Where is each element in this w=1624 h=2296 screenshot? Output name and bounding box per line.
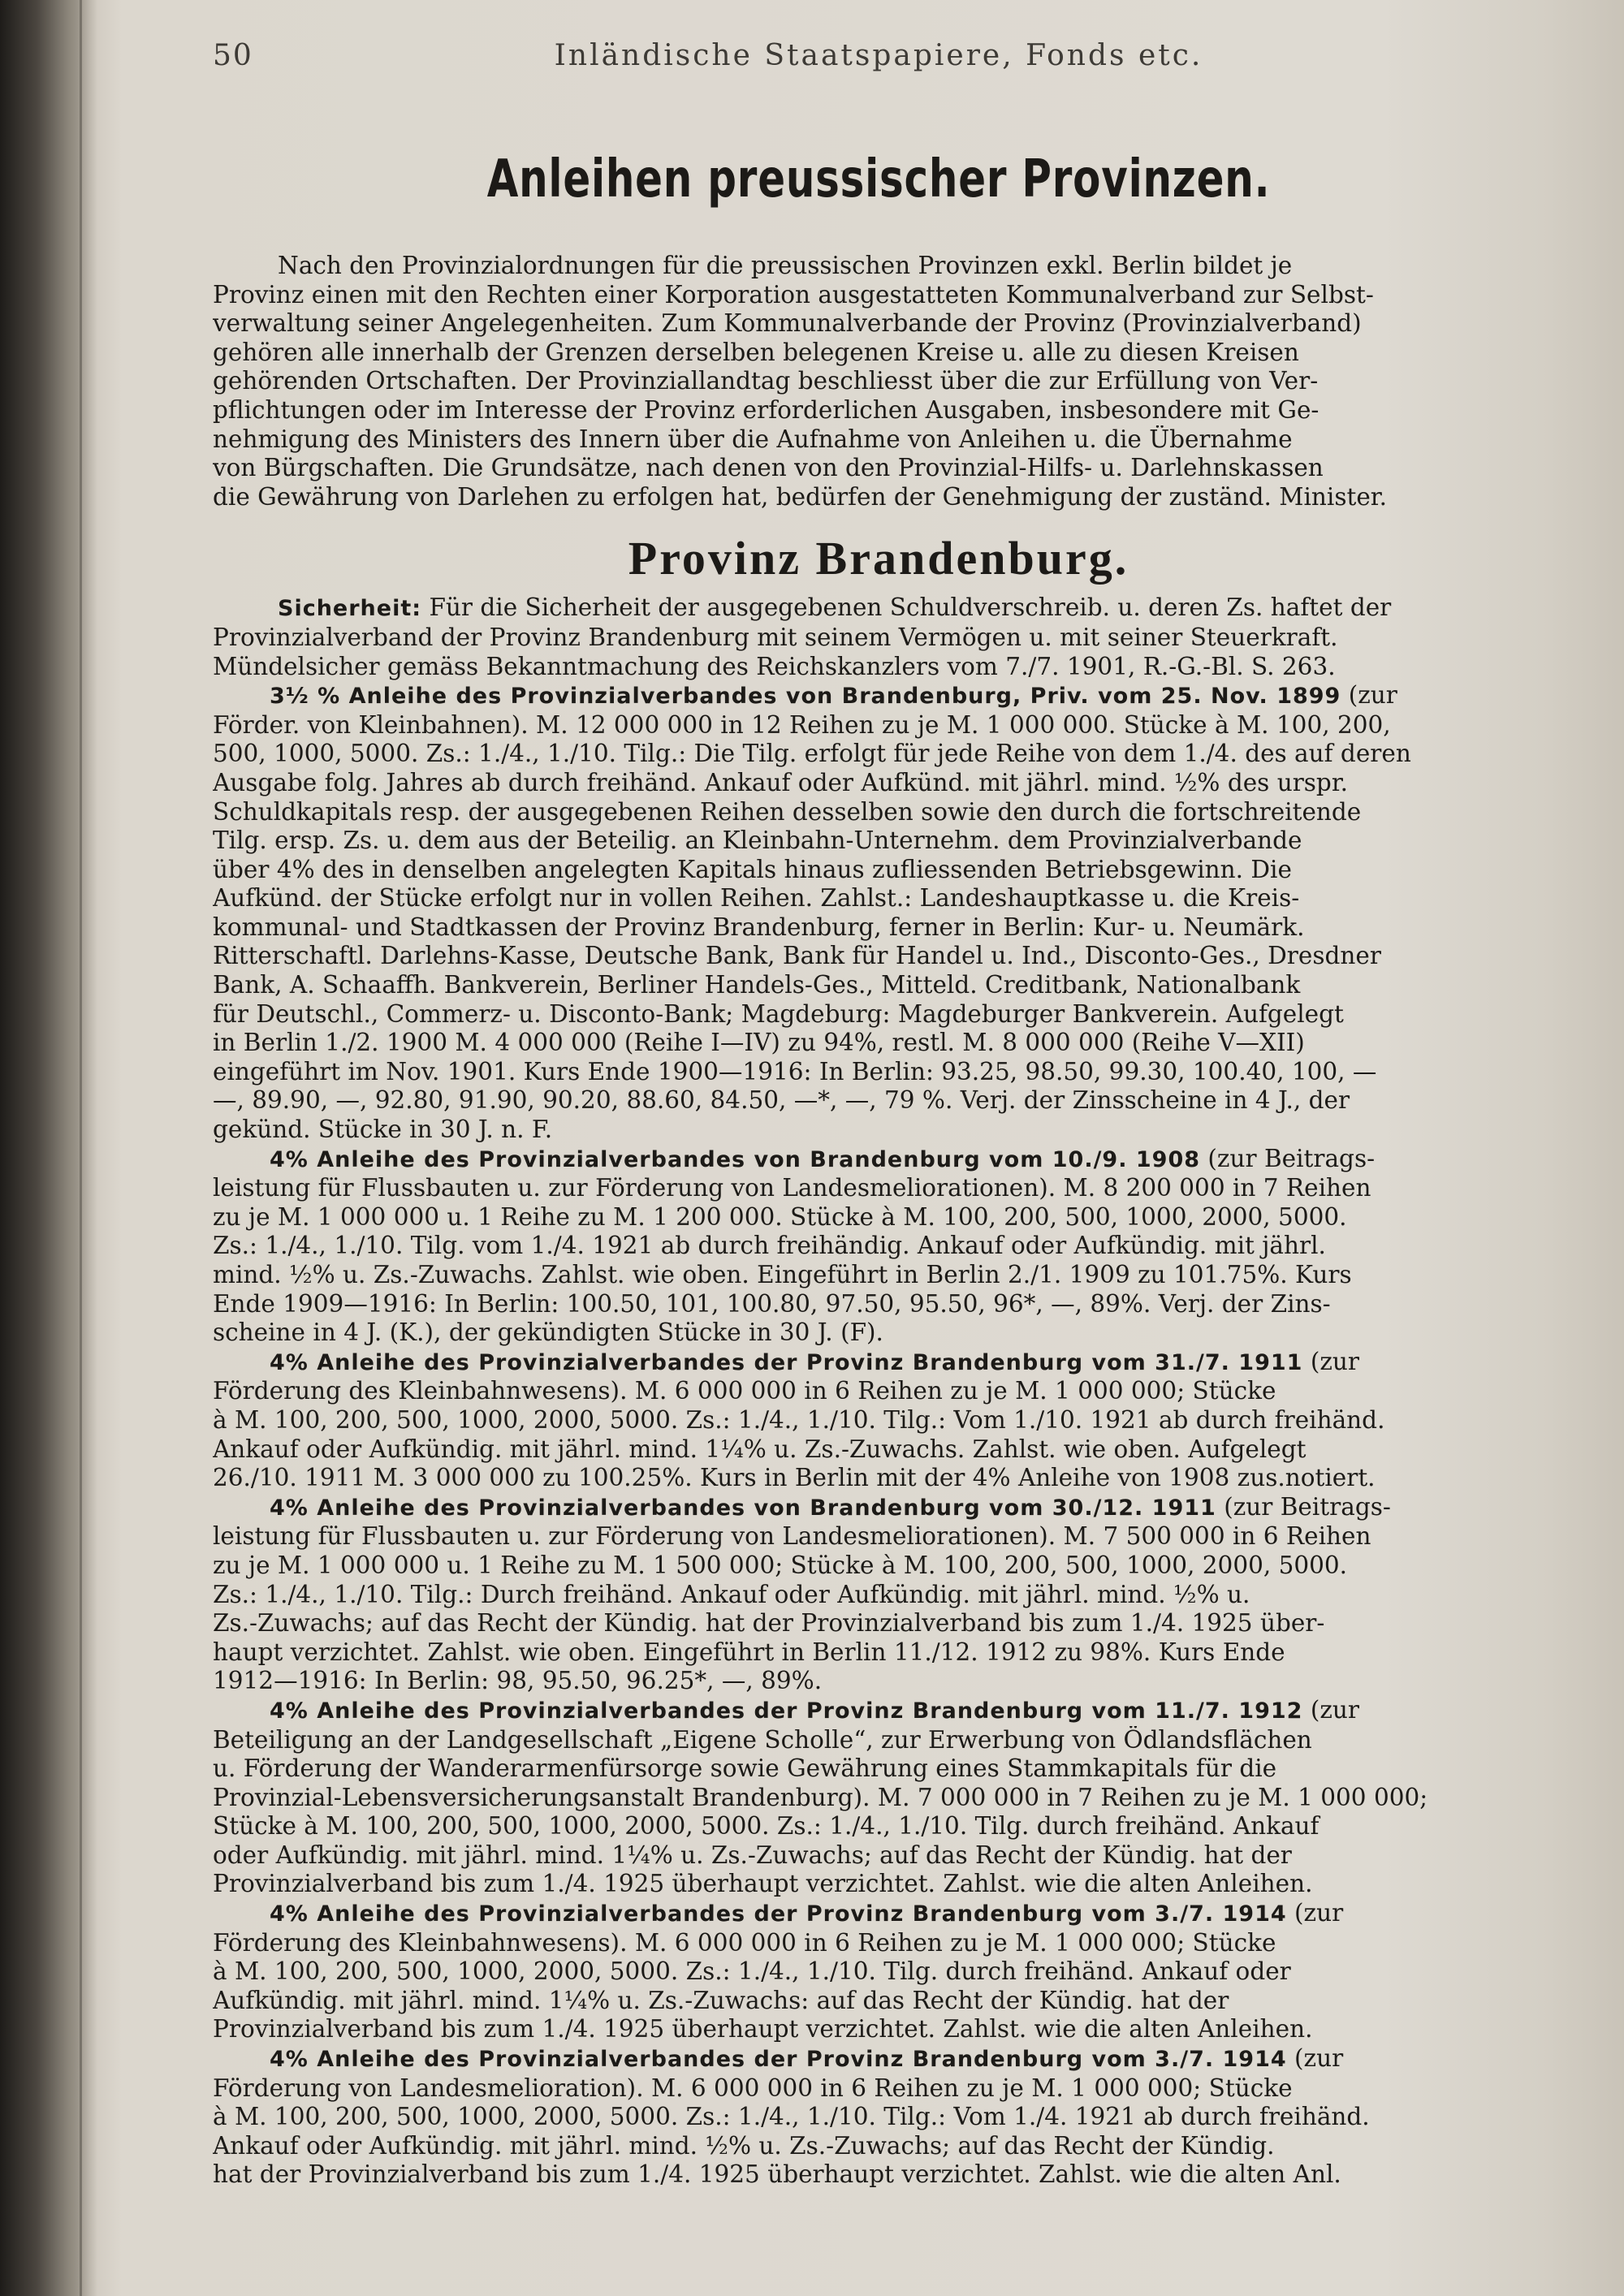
page-header (213, 39, 1544, 84)
text-line: 26./10. 1911 M. 3 000 000 zu 100.25%. Kurs in Berlin mit der 4% Anleihe von 1908 zus.notiert. (213, 1464, 1376, 1492)
text-line: Förderung von Landesmelioration). M. 6 000 000 in 6 Reihen zu je M. 1 000 000; Stücke (213, 2074, 1293, 2102)
text-line: Zs.: 1./4., 1./10. Tilg.: Durch freihänd. Ankauf oder Aufkündig. mit jährl. mind. ½% u. (213, 1580, 1250, 1608)
text-line: Bank, A. Schaaffh. Bankverein, Berliner Handels-Ges., Mitteld. Creditbank, Nationalbank (213, 971, 1301, 999)
intro-paragraph (213, 252, 1544, 511)
text-line: oder Aufkündig. mit jährl. mind. 1¼% u. Zs.-Zuwachs; auf das Recht der Kündig. hat der (213, 1841, 1292, 1869)
text-line: für Deutschl., Commerz- u. Disconto-Bank; Magdeburg: Magdeburger Bankverein. Aufgelegt (213, 999, 1344, 1028)
security-label: Sicherheit: (278, 596, 422, 622)
loan-heading-tail: (zur (1286, 2044, 1344, 2073)
security-text: Für die Sicherheit der ausgegebenen Schuldverschreib. u. deren Zs. haftet der (421, 593, 1392, 622)
text-line: Provinz einen mit den Rechten einer Korporation ausgestatteten Kommunalverband zur Selbst- (213, 280, 1374, 309)
text-line: Aufkünd. der Stücke erfolgt nur in vollen Reihen. Zahlst.: Landeshauptkasse u. die Kreis- (213, 884, 1300, 913)
loan-heading: 4% Anleihe des Provinzialverbandes der Provinz Brandenburg vom 3./7. 1914 (270, 2047, 1287, 2073)
text-line: 1912—1916: In Berlin: 98, 95.50, 96.25*, —, 89%. (213, 1667, 823, 1695)
text-line: leistung für Flussbauten u. zur Förderung von Landesmeliorationen). M. 7 500 000 in 6 Reihen (213, 1522, 1371, 1551)
loan-heading: 3½ % Anleihe des Provinzialverbandes von Brandenburg, Priv. vom 25. Nov. 1899 (270, 684, 1341, 710)
loan-entry (213, 681, 1544, 1145)
page-content (213, 39, 1544, 2190)
page-number: 50 (213, 39, 253, 72)
text-line: gekünd. Stücke in 30 J. n. F. (213, 1116, 553, 1144)
loan-heading-tail: (zur (1286, 1899, 1344, 1927)
text-line: Förder. von Kleinbahnen). M. 12 000 000 in 12 Reihen zu je M. 1 000 000. Stücke à M. 100, 200, (213, 710, 1391, 739)
loan-heading: 4% Anleihe des Provinzialverbandes von Brandenburg vom 10./9. 1908 (270, 1146, 1201, 1172)
loan-heading: 4% Anleihe des Provinzialverbandes von Brandenburg vom 30./12. 1911 (270, 1495, 1216, 1521)
text-line: u. Förderung der Wanderarmenfürsorge sowie Gewährung eines Stammkapitals für die (213, 1754, 1277, 1783)
text-line: Ausgabe folg. Jahres ab durch freihänd. Ankauf oder Aufkünd. mit jährl. mind. ½% des urspr. (213, 768, 1349, 796)
loan-heading-tail: (zur Beitrags- (1216, 1492, 1391, 1521)
text-line: —, 89.90, —, 92.80, 91.90, 90.20, 88.60, 84.50, —*, —, 79 %. Verj. der Zinsscheine in 4 J., der (213, 1086, 1350, 1115)
text-line: in Berlin 1./2. 1900 M. 4 000 000 (Reihe I—IV) zu 94%, restl. M. 8 000 000 (Reihe V—XII) (213, 1029, 1305, 1057)
text-line: Stücke à M. 100, 200, 500, 1000, 2000, 5000. Zs.: 1./4., 1./10. Tilg. durch freihänd. Ankauf (213, 1812, 1320, 1841)
text-line: Nach den Provinzialordnungen für die preussischen Provinzen exkl. Berlin bildet je (278, 252, 1293, 279)
text-line: die Gewährung von Darlehen zu erfolgen hat, bedürfen der Genehmigung der zuständ. Minister. (213, 482, 1388, 511)
text-line: von Bürgschaften. Die Grundsätze, nach denen von den Provinzial-Hilfs- u. Darlehnskassen (213, 454, 1324, 482)
loan-entry (213, 2044, 1544, 2190)
text-line: à M. 100, 200, 500, 1000, 2000, 5000. Zs.: 1./4., 1./10. Tilg.: Vom 1./4. 1921 ab durch freihänd. (213, 2103, 1370, 2131)
loan-heading: 4% Anleihe des Provinzialverbandes der Provinz Brandenburg vom 3./7. 1914 (270, 1901, 1287, 1927)
security-paragraph (213, 593, 1544, 681)
text-line: à M. 100, 200, 500, 1000, 2000, 5000. Zs.: 1./4., 1./10. Tilg. durch freihänd. Ankauf oder (213, 1957, 1291, 1986)
loan-heading-tail: (zur (1302, 1695, 1359, 1724)
text-line: Zs.-Zuwachs; auf das Recht der Kündig. hat der Provinzialverband bis zum 1./4. 1925 über- (213, 1609, 1325, 1638)
text-line (213, 1493, 1544, 1523)
text-line: Provinzialverband bis zum 1./4. 1925 überhaupt verzichtet. Zahlst. wie die alten Anleihen. (213, 1870, 1313, 1898)
text-line: gehörenden Ortschaften. Der Provinziallandtag beschliesst über die zur Erfüllung von Ver- (213, 367, 1319, 395)
text-line: leistung für Flussbauten u. zur Förderung von Landesmeliorationen). M. 8 200 000 in 7 Reihen (213, 1174, 1371, 1202)
section-title: Provinz Brandenburg. (628, 532, 1129, 585)
text-line (213, 1348, 1544, 1378)
loan-entry (213, 1899, 1544, 2044)
text-line: Ankauf oder Aufkündig. mit jährl. mind. ½% u. Zs.-Zuwachs; auf das Recht der Kündig. (213, 2131, 1275, 2160)
text-line: 500, 1000, 5000. Zs.: 1./4., 1./10. Tilg.: Die Tilg. erfolgt für jede Reihe von dem 1./4. des auf deren (213, 740, 1411, 768)
text-line: Aufkündig. mit jährl. mind. 1¼% u. Zs.-Zuwachs: auf das Recht der Kündig. hat der (213, 1986, 1229, 2014)
text-line: nehmigung des Ministers des Innern über die Aufnahme von Anleihen u. die Übernahme (213, 425, 1293, 453)
text-line: Mündelsicher gemäss Bekanntmachung des Reichskanzlers vom 7./7. 1901, R.-G.-Bl. S. 263. (213, 652, 1336, 680)
loan-entry (213, 1145, 1544, 1348)
text-line: Tilg. ersp. Zs. u. dem aus der Beteilig. an Kleinbahn-Unternehm. dem Provinzialverbande (213, 826, 1302, 855)
text-line: Förderung des Kleinbahnwesens). M. 6 000 000 in 6 Reihen zu je M. 1 000 000; Stücke (213, 1377, 1276, 1405)
text-line: Provinzialverband der Provinz Brandenburg mit seinem Vermögen u. mit seiner Steuerkraft. (213, 623, 1338, 651)
text-line (213, 1145, 1544, 1175)
text-line: verwaltung seiner Angelegenheiten. Zum Kommunalverbande der Provinz (Provinzialverband) (213, 309, 1362, 338)
text-line: hat der Provinzialverband bis zum 1./4. 1925 überhaupt verzichtet. Zahlst. wie die alten Anl. (213, 2160, 1341, 2189)
book-spine-shadow (0, 0, 97, 2296)
loan-entry (213, 1493, 1544, 1696)
text-line: Provinzial-Lebensversicherungsanstalt Brandenburg). M. 7 000 000 in 7 Reihen zu je M. 1 000 000; (213, 1783, 1428, 1811)
text-line (213, 593, 1544, 624)
text-line: Ankauf oder Aufkündig. mit jährl. mind. 1¼% u. Zs.-Zuwachs. Zahlst. wie oben. Aufgelegt (213, 1435, 1307, 1463)
text-line: Beteiligung an der Landgesellschaft „Eigene Scholle“, zur Erwerbung von Ödlandsflächen (213, 1725, 1312, 1754)
text-line: Schuldkapitals resp. der ausgegebenen Reihen desselben sowie den durch die fortschreitende (213, 797, 1362, 826)
loan-heading-tail: (zur Beitrags- (1200, 1144, 1376, 1172)
text-line: à M. 100, 200, 500, 1000, 2000, 5000. Zs.: 1./4., 1./10. Tilg.: Vom 1./10. 1921 ab durch freihänd. (213, 1405, 1385, 1434)
text-line (213, 1899, 1544, 1929)
loan-list (213, 681, 1544, 2190)
loan-entry (213, 1696, 1544, 1899)
text-line: eingeführt im Nov. 1901. Kurs Ende 1900—1916: In Berlin: 93.25, 98.50, 99.30, 100.40, 100, — (213, 1057, 1377, 1085)
text-line: haupt verzichtet. Zahlst. wie oben. Eingeführt in Berlin 11./12. 1912 zu 98%. Kurs Ende (213, 1638, 1285, 1666)
loan-heading-tail: (zur (1341, 681, 1397, 710)
text-line: zu je M. 1 000 000 u. 1 Reihe zu M. 1 500 000; Stücke à M. 100, 200, 500, 1000, 2000, 5000. (213, 1551, 1348, 1579)
text-line (213, 1696, 1544, 1726)
text-line: pflichtungen oder im Interesse der Provinz erforderlichen Ausgaben, insbesondere mit Ge- (213, 395, 1320, 424)
running-head: Inländische Staatspapiere, Fonds etc. (554, 39, 1203, 72)
loan-heading: 4% Anleihe des Provinzialverbandes der Provinz Brandenburg vom 11./7. 1912 (270, 1698, 1303, 1724)
text-line: zu je M. 1 000 000 u. 1 Reihe zu M. 1 200 000. Stücke à M. 100, 200, 500, 1000, 2000, 5000. (213, 1202, 1347, 1231)
loan-heading: 4% Anleihe des Provinzialverbandes der Provinz Brandenburg vom 31./7. 1911 (270, 1349, 1303, 1375)
text-line: mind. ½% u. Zs.-Zuwachs. Zahlst. wie oben. Eingeführt in Berlin 2./1. 1909 zu 101.75%. Kurs (213, 1261, 1352, 1288)
text-line: Zs.: 1./4., 1./10. Tilg. vom 1./4. 1921 ab durch freihändig. Ankauf oder Aufkündig. mit jährl. (213, 1232, 1326, 1260)
text-line (213, 2044, 1544, 2074)
text-line: über 4% des in denselben angelegten Kapitals hinaus zufliessenden Betriebsgewinn. Die (213, 855, 1292, 883)
text-line: Ende 1909—1916: In Berlin: 100.50, 101, 100.80, 97.50, 95.50, 96*, —, 89%. Verj. der Zins- (213, 1289, 1331, 1318)
loan-entry (213, 1348, 1544, 1493)
text-line: Ritterschaftl. Darlehns-Kasse, Deutsche Bank, Bank für Handel u. Ind., Disconto-Ges., Dresdner (213, 942, 1381, 970)
text-line: gehören alle innerhalb der Grenzen derselben belegenen Kreise u. alle zu diesen Kreisen (213, 338, 1299, 366)
text-line: kommunal- und Stadtkassen der Provinz Brandenburg, ferner in Berlin: Kur- u. Neumärk. (213, 913, 1305, 941)
text-line (213, 681, 1544, 711)
text-line: Provinzialverband bis zum 1./4. 1925 überhaupt verzichtet. Zahlst. wie die alten Anleihen. (213, 2015, 1313, 2044)
page-title: Anleihen preussischer Provinzen. (486, 149, 1271, 209)
loan-heading-tail: (zur (1302, 1347, 1359, 1375)
text-line: Förderung des Kleinbahnwesens). M. 6 000 000 in 6 Reihen zu je M. 1 000 000; Stücke (213, 1928, 1276, 1957)
text-line: scheine in 4 J. (K.), der gekündigten Stücke in 30 J. (F). (213, 1318, 883, 1347)
